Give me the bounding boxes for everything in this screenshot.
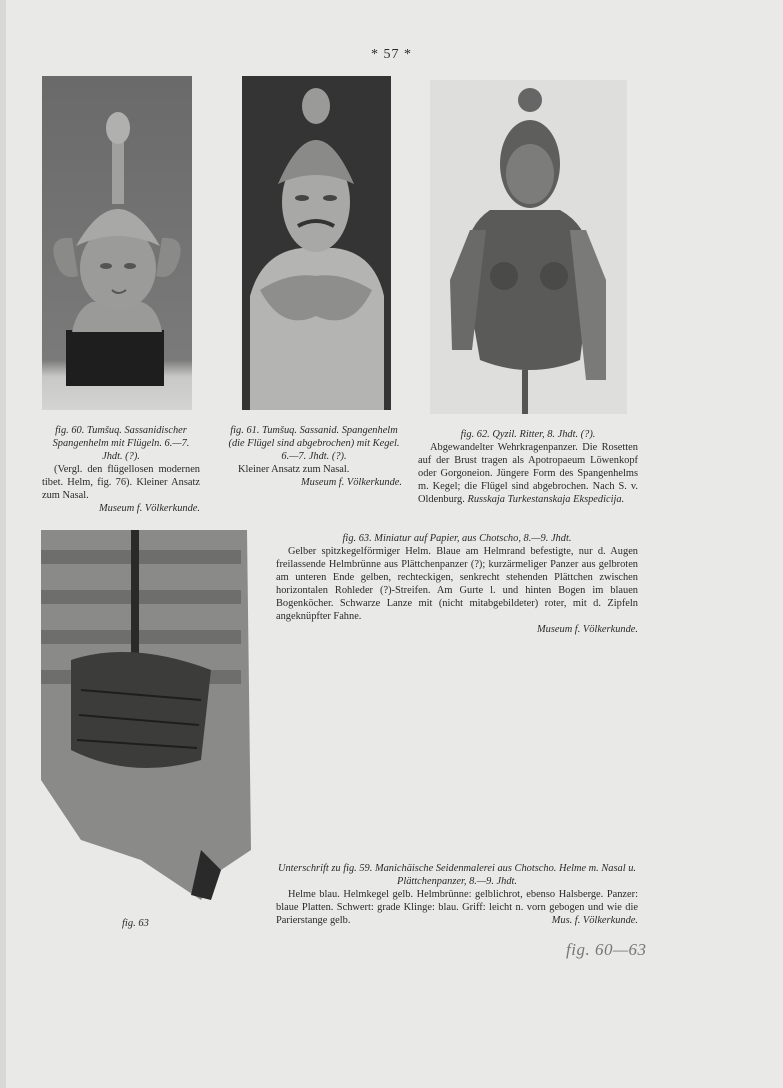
page-number: * 57 * <box>371 47 412 62</box>
caption-fig-61-credit: Museum f. Völkerkunde. <box>301 477 402 488</box>
caption-fig-63-title: fig. 63. Miniatur auf Papier, aus Chotscho, 8.—9. Jhdt. <box>342 533 572 544</box>
caption-fig-62 <box>418 428 638 506</box>
caption-fig-60-credit: Museum f. Völkerkunde. <box>99 503 200 514</box>
caption-fig-63-body: Gelber spitzkegelförmiger Helm. Blaue am Helmrand befestigte, nur d. Augen freilassende Helmbrünne aus Plättchenpanzer (?); kurzärmeliger Panzer aus gelbroten am unteren Ende gelben, rechteckigen, senkrecht stehenden Plättchen zwischen horizontalen Rohleder (?)-Streifen. Am Gurte l. und hinten Bogen im blauen Bogenköcher. Schwarze Lanze mit (nicht mitabgebildeter) roter, mit d. Zipfeln angeknüpfter Fahne. <box>276 546 638 622</box>
photo-fig-61 <box>242 76 391 410</box>
caption-fig-61 <box>226 424 402 489</box>
fig-63-label: fig. 63 <box>122 918 149 929</box>
photo-fig-62 <box>430 80 627 414</box>
caption-fig-59-body: Helme blau. Helmkegel gelb. Helmbrünne: gelblichrot, ebenso Halsberge. Panzer: blaue Platten. Schwert: grade Klinge: blau. Griff: leicht n. vorn gebogen und wie die Parierstange gelb. <box>276 889 638 926</box>
caption-fig-60 <box>42 424 200 515</box>
caption-fig-63 <box>276 532 638 636</box>
caption-fig-59-title: Unterschrift zu fig. 59. Manichäische Seidenmalerei aus Chotscho. Helme m. Nasal u. Plättchenpanzer, 8.—9. Jhdt. <box>277 863 637 887</box>
caption-fig-63-credit: Museum f. Völkerkunde. <box>537 624 638 635</box>
caption-fig-62-body: Abgewandelter Wehrkragenpanzer. Die Rosetten auf der Brust tragen als Apotropaeum Löwenkopf oder Gorgoneion. Jüngere Form des Spangenhelms m. Kegel; die Flügel sind abgebrochen. Nach S. v. Oldenburg. <box>418 442 638 505</box>
photo-fig-60 <box>42 76 192 410</box>
caption-fig-61-body: Kleiner Ansatz zum Nasal. <box>238 464 350 475</box>
caption-fig-60-body: (Vergl. den flügellosen modernen tibet. Helm, fig. 76). Kleiner Ansatz zum Nasal. <box>42 464 200 501</box>
caption-fig-62-title: fig. 62. Qyzil. Ritter, 8. Jhdt. (?). <box>460 429 596 440</box>
caption-fig-59 <box>276 862 638 927</box>
page-edge <box>0 0 6 1088</box>
caption-fig-61-title: fig. 61. Tumšuq. Sassanid. Spangenhelm (die Flügel sind abgebrochen) mit Kegel. 6.—7. Jhdt. (?). <box>228 425 400 462</box>
caption-fig-62-source: Russkaja Turkestanskaja Ekspedicija. <box>467 494 625 505</box>
caption-fig-59-credit: Mus. f. Völkerkunde. <box>551 915 638 926</box>
photo-fig-63 <box>41 530 251 900</box>
caption-fig-60-title: fig. 60. Tumšuq. Sassanidischer Spangenhelm mit Flügeln. 6.—7. Jhdt. (?). <box>52 425 190 462</box>
figure-range: fig. 60—63 <box>566 940 647 959</box>
